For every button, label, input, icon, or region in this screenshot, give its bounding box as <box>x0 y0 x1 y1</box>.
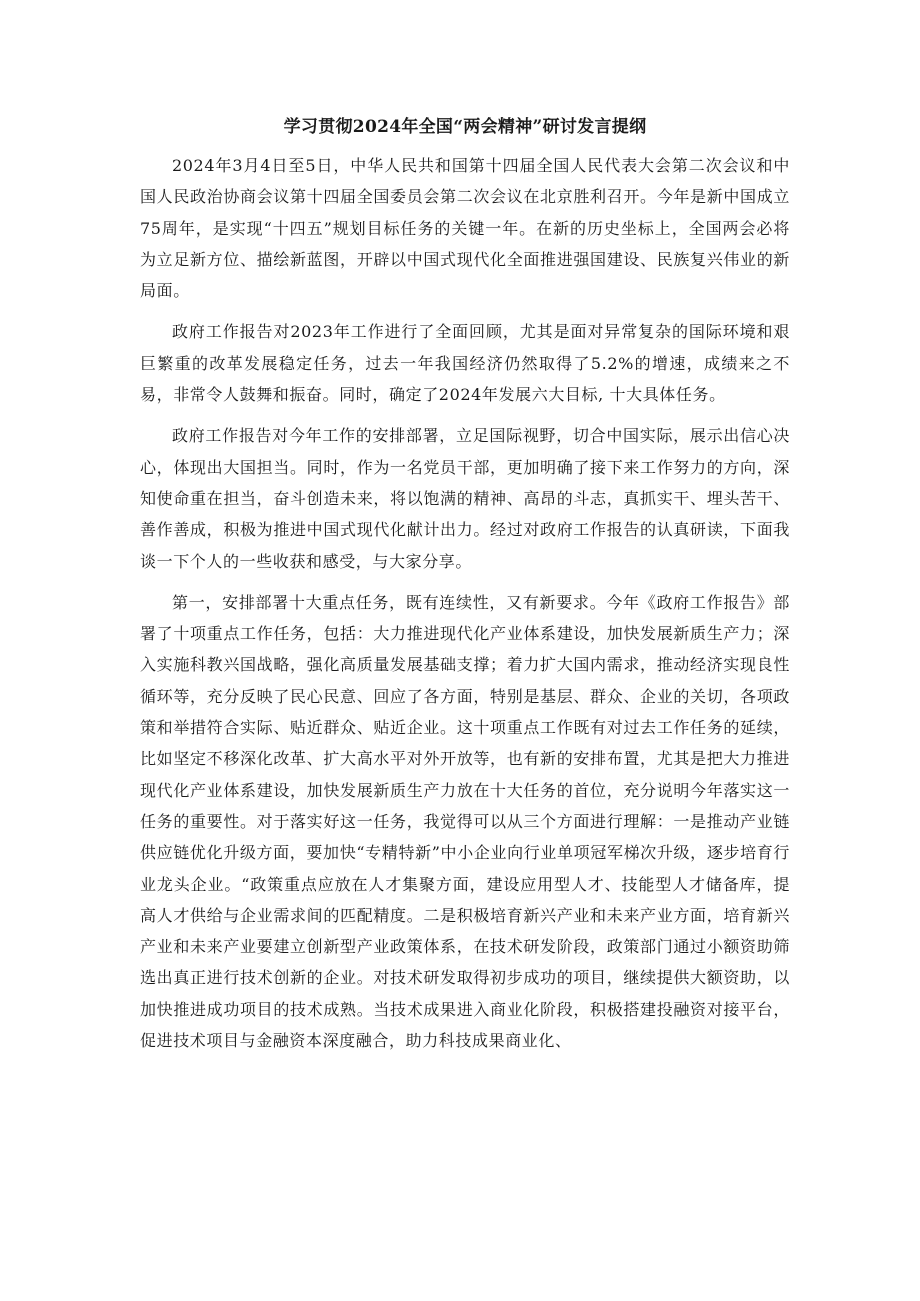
paragraph-opening: 2024年3月4日至5日，中华人民共和国第十四届全国人民代表大会第二次会议和中国人民政治协商会议第十四届全国委员会第二次会议在北京胜利召开。今年是新中国成立75周年，是实现“十四五”规划目标任务的关键一年。在新的历史坐标上，全国两会必将为立足新方位、描绘新蓝图，开辟以中国式现代化全面推进强国建设、民族复兴伟业的新局面。 <box>140 156 790 301</box>
paragraph-arrangement: 政府工作报告对今年工作的安排部署，立足国际视野，切合中国实际，展示出信心决心，体现出大国担当。同时，作为一名党员干部，更加明确了接下来工作努力的方向，深知使命重在担当，奋斗创造未来，将以饱满的精神、高昂的斗志，真抓实干、埋头苦干、善作善成，积极为推进中国式现代化献计出力。经过对政府工作报告的认真研读，下面我谈一下个人的一些收获和感受，与大家分享。 <box>140 426 790 571</box>
paragraph-review: 政府工作报告对2023年工作进行了全面回顾，尤其是面对异常复杂的国际环境和艰巨繁重的改革发展稳定任务，过去一年我国经济仍然取得了5.2%的增速，成绩来之不易，非常令人鼓舞和振奋。同时，确定了2024年发展六大目标, 十大具体任务。 <box>140 322 790 405</box>
document-page <box>140 112 790 1066</box>
paragraph-first-point: 第一，安排部署十大重点任务，既有连续性，又有新要求。今年《政府工作报告》部署了十项重点工作任务，包括：大力推进现代化产业体系建设，加快发展新质生产力；深入实施科教兴国战略，强化高质量发展基础支撑；着力扩大国内需求，推动经济实现良性循环等，充分反映了民心民意、回应了各方面，特别是基层、群众、企业的关切，各项政策和举措符合实际、贴近群众、贴近企业。这十项重点工作既有对过去工作任务的延续，比如坚定不移深化改革、扩大高水平对外开放等，也有新的安排布置，尤其是把大力推进现代化产业体系建设，加快发展新质生产力放在十大任务的首位，充分说明今年落实这一任务的重要性。对于落实好这一任务，我觉得可以从三个方面进行理解：一是推动产业链供应链优化升级方面，要加快“专精特新”中小企业向行业单项冠军梯次升级，逐步培育行业龙头企业。“政策重点应放在人才集聚方面，建设应用型人才、技能型人才储备库，提高人才供给与企业需求间的匹配精度。二是积极培育新兴产业和未来产业方面，培育新兴产业和未来产业要建立创新型产业政策体系，在技术研发阶段，政策部门通过小额资助筛选出真正进行技术创新的企业。对技术研发取得初步成功的项目，继续提供大额资助，以加快推进成功项目的技术成熟。当技术成果进入商业化阶段，积极搭建投融资对接平台，促进技术项目与金融资本深度融合，助力科技成果商业化、 <box>140 592 790 1051</box>
document-title: 学习贯彻2024年全国“两会精神”研讨发言提纲 <box>283 117 647 137</box>
